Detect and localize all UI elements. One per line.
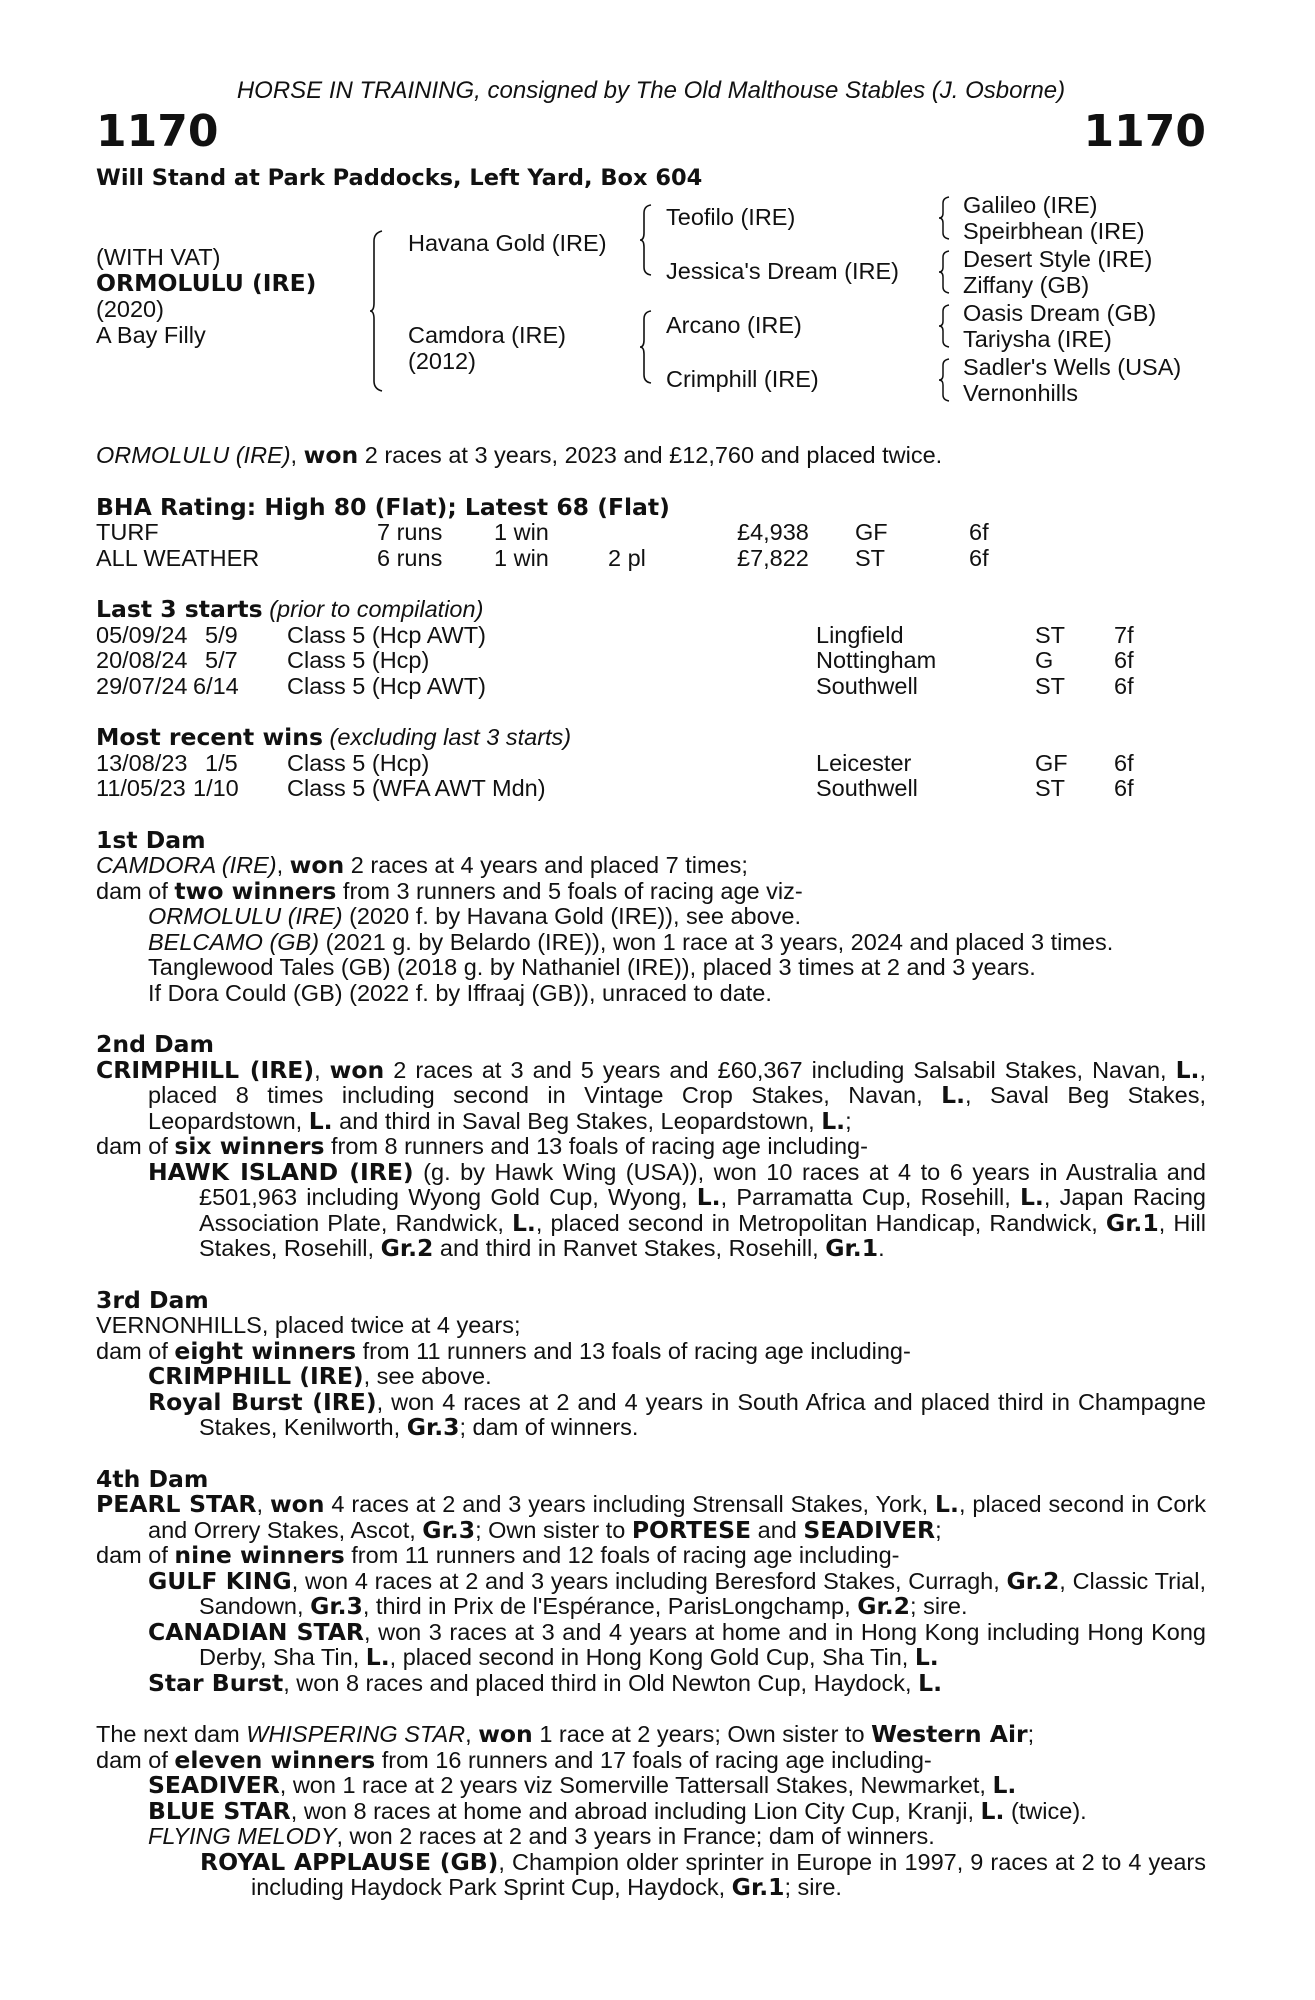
dam-sire-dam: Tariysha (IRE) [963,326,1112,352]
foaling-year: (2020) [96,296,164,322]
dam-sire: Arcano (IRE) [666,312,802,338]
dam-name: Camdora (IRE) [408,322,567,348]
next-dam-section: The next dam WHISPERING STAR, won 1 race at 2 years; Own sister to Western Air; dam of eleven winners from 16 runners and 17 foals of racing age including- SEADIVER, won 1 race at 2 years viz Somerville Tattersall Stakes, Newmarket, L. BLUE STAR, won 8 races at home and abroad including Lion City Cup, Kranji, L. (twice). FLYING MELODY, won 2 races at 2 and 3 years in France; dam of winners. ROYAL APPLAUSE (GB), Champion older sprinter in Europe in 1997, 9 races at 2 to 4 years including Haydock Park Sprint Cup, Haydock, Gr.1; sire. [96,1720,1206,1901]
third-dam-section: 3rd Dam VERNONHILLS, placed twice at 4 years; dam of eight winners from 11 runners and 13 foals of racing age including- CRIMPHILL (IRE), see above. Royal Burst (IRE), won 4 races at 2 and 4 years in South Africa and placed third in Champagne Stakes, Kenilworth, Gr.3; dam of winners. [96,1285,1206,1441]
produce-record: HAWK ISLAND (IRE) (g. by Hawk Wing (USA)), won 10 races at 4 to 6 years in Australia and £501,963 including Wyong Gold Cup, Wyong, L., Parramatta Cup, Rosehill, L., Japan Racing Association Plate, Randwick, L., placed second in Metropolitan Handicap, Randwick, Gr.1, Hill Stakes, Rosehill, Gr.2 and third in Ranvet Stakes, Rosehill, Gr.1. [148,1157,1207,1262]
bracket-g3-4 [939,359,951,401]
second-dam-section: 2nd Dam CRIMPHILL (IRE), won 2 races at 3 and 5 years and £60,367 including Salsabil Stakes, Navan, L., placed 8 times including second in Vintage Crop Stakes, Navan, L., Saval Beg Stakes, Leopardstown, L. and third in Saval Beg Stakes, Leopardstown, L.; dam of six winners from 8 runners and 13 foals of racing age including- HAWK ISLAND (IRE) (g. by Hawk Wing (USA)), won 10 races at 4 to 6 years in Australia and £501,963 including Wyong Gold Cup, Wyong, L., Parramatta Cup, Rosehill, L., Japan Racing Association Plate, Randwick, L., placed second in Metropolitan Handicap, Randwick, Gr.1, Hill Stakes, Rosehill, Gr.2 and third in Ranvet Stakes, Rosehill, Gr.1. [96,1030,1207,1262]
stand-location: Will Stand at Park Paddocks, Left Yard, Box 604 [96,164,703,191]
consignor-header: HORSE IN TRAINING, consigned by The Old Malthouse Stables (J. Osborne) [236,77,1066,104]
section-title: 4th Dam [96,1464,209,1493]
bracket-sire [640,205,654,275]
last-3-title: Last 3 starts (prior to compilation) [96,595,484,623]
produce-record: BELCAMO (GB) (2021 g. by Belardo (IRE)), won 1 race at 3 years, 2024 and placed 3 times. [148,928,1114,955]
start-row: 29/07/24 6/14 Class 5 (Hcp AWT) Southwell ST 6f [96,672,1134,699]
bracket-g3-3 [939,305,951,347]
horse-name: ORMOLULU (IRE) [96,269,317,297]
horse-description: A Bay Filly [96,322,206,348]
section-title: 3rd Dam [96,1285,209,1314]
last-3-starts-section [96,597,1206,699]
produce-record: SEADIVER, won 1 race at 2 years viz Somerville Tattersall Stakes, Newmarket, L. [148,1771,1017,1799]
sire-sire: Teofilo (IRE) [666,204,796,230]
produce-record: Royal Burst (IRE), won 4 races at 2 and 4 years in South Africa and placed third in Champagne Stakes, Kenilworth, Gr.3; dam of winners. [148,1387,1206,1441]
bha-row: TURF 7 runs 1 win £4,938 GF 6f [96,519,989,545]
lot-number-left: 1170 [96,105,219,157]
sire-sire-dam: Speirbhean (IRE) [963,218,1145,244]
bracket-g3-2 [939,251,951,293]
produce-record: ORMOLULU (IRE) (2020 f. by Havana Gold (IRE)), see above. [148,903,802,929]
dam-year: (2012) [408,348,476,374]
win-row: 13/08/23 1/5 Class 5 (Hcp) Leicester GF 6f [96,749,1134,776]
fourth-dam-section: 4th Dam PEARL STAR, won 4 races at 2 and 3 years including Strensall Stakes, York, L., placed second in Cork and Orrery Stakes, Ascot, Gr.3; Own sister to PORTESE and SEADIVER; dam of nine winners from 11 runners and 12 foals of racing age including- GULF KING, won 4 races at 2 and 3 years including Beresford Stakes, Curragh, Gr.2, Classic Trial, Sandown, Gr.3, third in Prix de l'Espérance, ParisLongchamp, Gr.2; sire. CANADIAN STAR, won 3 races at 3 and 4 years at home and in Hong Kong including Hong Kong Derby, Sha Tin, L., placed second in Hong Kong Gold Cup, Sha Tin, L. Star Burst, won 8 races and placed third in Old Newton Cup, Haydock, L. [96,1464,1206,1697]
recent-wins-section [96,725,1206,802]
race-summary: ORMOLULU (IRE), won 2 races at 3 years, 2023 and £12,760 and placed twice. [96,441,943,469]
produce-record: ROYAL APPLAUSE (GB), Champion older sprinter in Europe in 1997, 9 races at 2 to 4 years including Haydock Park Sprint Cup, Haydock, Gr.1; sire. [200,1847,1206,1901]
catalogue-page [96,78,1206,1901]
produce-record: GULF KING, won 4 races at 2 and 3 years including Beresford Stakes, Curragh, Gr.2, Classic Trial, Sandown, Gr.3, third in Prix de l'Espérance, ParisLongchamp, Gr.2; sire. [148,1566,1206,1620]
summary-horse: ORMOLULU (IRE) [96,442,291,468]
produce-record: Star Burst, won 8 races and placed third in Old Newton Cup, Haydock, L. [148,1668,942,1697]
bracket-gen1 [370,231,386,391]
start-row: 05/09/24 5/9 Class 5 (Hcp AWT) Lingfield ST 7f [96,621,1134,648]
sire-dam-sire: Desert Style (IRE) [963,246,1153,272]
first-dam-section: 1st Dam CAMDORA (IRE), won 2 races at 4 years and placed 7 times; dam of two winners from 3 runners and 5 foals of racing age viz- ORMOLULU (IRE) (2020 f. by Havana Gold (IRE)), see above. BELCAMO (GB) (2021 g. by Belardo (IRE)), won 1 race at 3 years, 2024 and placed 3 times. Tanglewood Tales (GB) (2018 g. by Nathaniel (IRE)), placed 3 times at 2 and 3 years. If Dora Could (GB) (2022 f. by Iffraaj (GB)), unraced to date. [96,828,1206,1007]
bha-title: BHA Rating: High 80 (Flat); Latest 68 (Flat) [96,492,670,521]
start-row: 20/08/24 5/7 Class 5 (Hcp) Nottingham G 6f [96,647,1134,673]
bracket-dam [640,311,654,383]
section-title: 1st Dam [96,825,206,854]
dam-dam: Crimphill (IRE) [666,366,819,392]
sire-name: Havana Gold (IRE) [408,230,607,256]
dam-dam-sire: Sadler's Wells (USA) [963,354,1182,380]
pedigree-chart [96,193,1206,421]
sire-sire-sire: Galileo (IRE) [963,192,1098,218]
win-row: 11/05/23 1/10 Class 5 (WFA AWT Mdn) Southwell ST 6f [96,775,1134,801]
produce-record: CANADIAN STAR, won 3 races at 3 and 4 years at home and in Hong Kong including Hong Kong Derby, Sha Tin, L., placed second in Hong Kong Gold Cup, Sha Tin, L. [148,1617,1206,1671]
bracket-g3-1 [939,197,951,239]
vat-note: (WITH VAT) [96,244,221,270]
dam-dam-dam: Vernonhills [963,380,1078,406]
dam-sire-sire: Oasis Dream (GB) [963,300,1157,326]
bha-row: ALL WEATHER 6 runs 1 win 2 pl £7,822 ST 6f [96,544,989,571]
recent-wins-title: Most recent wins (excluding last 3 starts) [96,723,572,751]
bha-rating-section [96,492,1206,572]
produce-record: If Dora Could (GB) (2022 f. by Iffraaj (GB)), unraced to date. [148,979,772,1006]
produce-record: FLYING MELODY, won 2 races at 2 and 3 years in France; dam of winners. [148,1823,935,1849]
produce-record: CRIMPHILL (IRE), see above. [148,1362,492,1390]
lot-number-row [96,104,1206,160]
produce-record: BLUE STAR, won 8 races at home and abroad including Lion City Cup, Kranji, L. (twice). [148,1796,1087,1825]
produce-record: Tanglewood Tales (GB) (2018 g. by Nathaniel (IRE)), placed 3 times at 2 and 3 years. [148,954,1036,980]
sire-dam-dam: Ziffany (GB) [963,272,1090,298]
section-title: 2nd Dam [96,1030,214,1058]
lot-number-right: 1170 [1083,105,1206,157]
sire-dam: Jessica's Dream (IRE) [666,258,899,284]
